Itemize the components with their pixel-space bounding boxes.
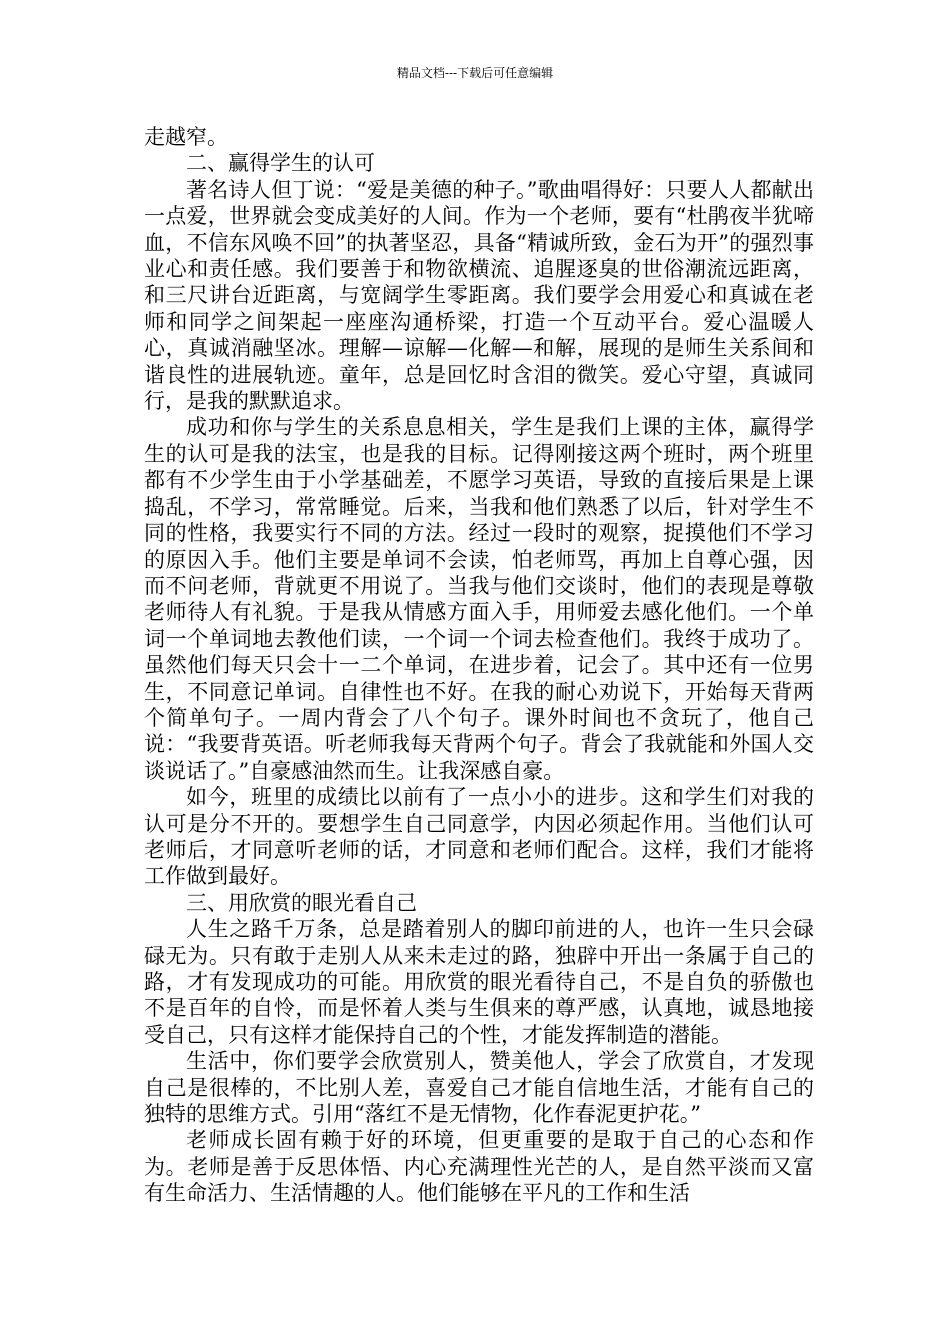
body-paragraph: 如今，班里的成绩比以前有了一点小小的进步。这和学生们对我的认可是分不开的。要想学生自己同意学，内因必须起作用。当他们认可老师后，才同意听老师的话，才同意和老师们配合。这样，我们才能将工作做到最好。: [144, 785, 814, 889]
body-paragraph: 成功和你与学生的关系息息相关，学生是我们上课的主体，赢得学生的认可是我的法宝，也是我的目标。记得刚接这两个班时，两个班里都有不少学生由于小学基础差，不愿学习英语，导致的直接后果是上课捣乱，不学习，常常睡觉。后来，当我和他们熟悉了以后，针对学生不同的性格，我要实行不同的方法。经过一段时的观察，捉摸他们不学习的原因入手。他们主要是单词不会读，怕老师骂，再加上自尊心强，因而不问老师，背就更不用说了。当我与他们交谈时，他们的表现是尊敬老师待人有礼貌。于是我从情感方面入手，用师爱去感化他们。一个单词一个单词地去教他们读，一个词一个词去检查他们。我终于成功了。虽然他们每天只会十一二个单词，在进步着，记会了。其中还有一位男生，不同意记单词。自律性也不好。在我的耐心劝说下，开始每天背两个简单句子。一周内背会了八个句子。课外时间也不贪玩了，他自己说：“我要背英语。听老师我每天背两个句子。背会了我就能和外国人交谈说话了。”自豪感油然而生。让我深感自豪。: [144, 415, 814, 783]
document-body: [144, 124, 814, 1207]
page-header: 精品文档---下载后可任意编辑: [396, 66, 554, 80]
body-paragraph: 老师成长固有赖于好的环境，但更重要的是取于自己的心态和作为。老师是善于反思体悟、内心充满理性光芒的人，是自然平淡而又富有生命活力、生活情趣的人。他们能够在平凡的工作和生活: [144, 1128, 814, 1206]
section-heading: 三、用欣赏的眼光看自己: [186, 890, 417, 915]
body-paragraph: 人生之路千万条，总是踏着别人的脚印前进的人，也许一生只会碌碌无为。只有敢于走别人从来未走过的路，独辟中开出一条属于自己的路，才有发现成功的可能。用欣赏的眼光看待自己，不是自负的骄傲也不是百年的自怜，而是怀着人类与生俱来的尊严感，认真地，诚恳地接受自己，只有这样才能保持自己的个性，才能发挥制造的潜能。: [144, 917, 814, 1047]
body-paragraph: 生活中，你们要学会欣赏别人，赞美他人，学会了欣赏自，才发现自己是很棒的，不比别人差，喜爱自己才能自信地生活，才能有自己的独特的思维方式。引用“落红不是无情物，化作春泥更护花。”: [144, 1049, 814, 1127]
section-heading: 二、赢得学生的认可: [186, 151, 375, 176]
paragraph-continuation: 走越窄。: [144, 125, 228, 149]
body-paragraph: 著名诗人但丁说：“爱是美德的种子。”歌曲唱得好：只要人人都献出一点爱，世界就会变成美好的人间。作为一个老师，要有“杜鹃夜半犹啼血，不信东风唤不回”的执著坚忍，具备“精诚所致，金石为开”的强烈事业心和责任感。我们要善于和物欲横流、追腥逐臭的世俗潮流远距离，和三尺讲台近距离，与宽阔学生零距离。我们要学会用爱心和真诚在老师和同学之间架起一座座沟通桥梁，打造一个互动平台。爱心温暖人心，真诚消融坚冰。理解—谅解—化解—和解，展现的是师生关系间和谐良性的进展轨迹。童年，总是回忆时含泪的微笑。爱心守望，真诚同行，是我的默默追求。: [144, 177, 814, 414]
